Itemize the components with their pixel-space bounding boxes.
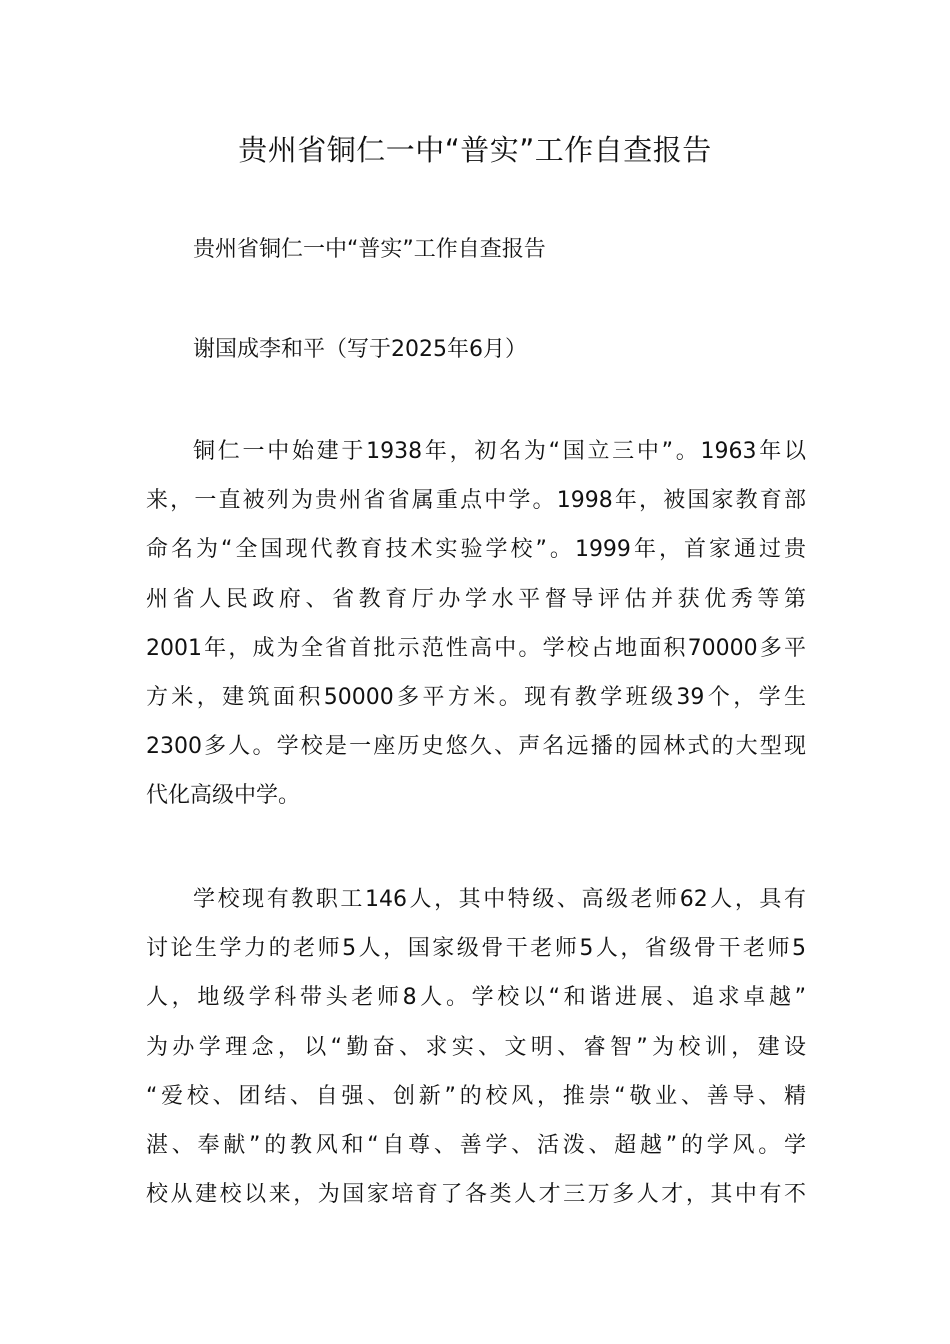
- paragraph-line: 来，一直被列为贵州省省属重点中学。1998年，被国家教育部: [146, 488, 806, 514]
- document-title: 贵州省铜仁一中“普实”工作自查报告: [238, 133, 712, 167]
- paragraph-line: 学校现有教职工146人，其中特级、高级老师62人，具有: [193, 887, 806, 912]
- author-line: 谢国成李和平（写于2025年6月）: [193, 337, 527, 362]
- paragraph-line: 命名为“全国现代教育技术实验学校”。1999年，首家通过贵: [146, 537, 806, 563]
- paragraph-staff: [146, 875, 806, 1219]
- paragraph-line: 2300多人。学校是一座历史悠久、声名远播的园林式的大型现: [146, 734, 806, 760]
- paragraph-line: 人，地级学科带头老师8人。学校以“和谐进展、追求卓越”: [146, 985, 806, 1011]
- paragraph-line: 讨论生学力的老师5人，国家级骨干老师5人，省级骨干老师5: [146, 936, 806, 962]
- paragraph-line: “爱校、团结、自强、创新”的校风，推崇“敬业、善导、精: [146, 1083, 806, 1109]
- document-subtitle: 贵州省铜仁一中“普实”工作自查报告: [193, 237, 546, 262]
- paragraph-line: 州省人民政府、省教育厅办学水平督导评估并获优秀等第: [146, 586, 806, 612]
- paragraph-line: 代化高级中学。: [146, 783, 301, 809]
- paragraph-line: 方米，建筑面积50000多平方米。现有教学班级39个，学生: [146, 685, 806, 711]
- paragraph-history: [146, 427, 806, 821]
- paragraph-line: 湛、奉献”的教风和“自尊、善学、活泼、超越”的学风。学: [146, 1133, 806, 1159]
- paragraph-line: 铜仁一中始建于1938年，初名为“国立三中”。1963年以: [193, 439, 806, 464]
- paragraph-line: 为办学理念，以“勤奋、求实、文明、睿智”为校训，建设: [146, 1034, 806, 1060]
- paragraph-line: 2001年，成为全省首批示范性高中。学校占地面积70000多平: [146, 635, 806, 661]
- paragraph-line: 校从建校以来，为国家培育了各类人才三万多人才，其中有不: [146, 1182, 806, 1208]
